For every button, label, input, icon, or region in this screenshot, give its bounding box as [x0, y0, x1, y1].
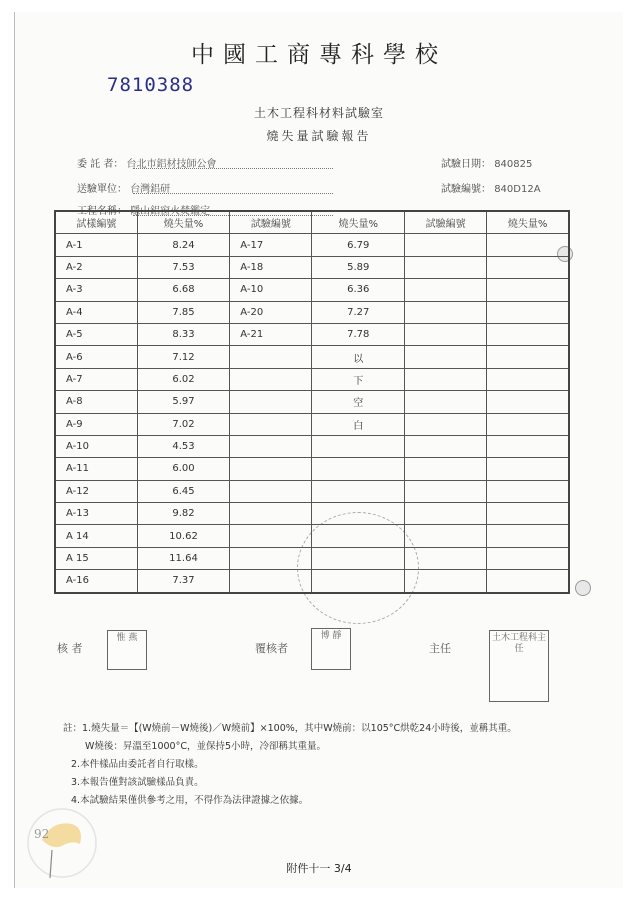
- table-cell: [487, 323, 569, 345]
- approver-label: 覆核者: [255, 642, 288, 655]
- header-loss-pct: 燒失量%: [137, 211, 230, 234]
- table-cell: [487, 391, 569, 413]
- table-cell: [487, 458, 569, 480]
- svg-text:92: 92: [34, 827, 50, 841]
- table-cell: [405, 346, 487, 368]
- table-cell: A-16: [55, 570, 137, 593]
- table-cell: 7.02: [137, 413, 230, 435]
- table-row: [55, 234, 569, 256]
- table-cell: [405, 503, 487, 525]
- table-cell: [487, 368, 569, 390]
- table-cell: [312, 435, 405, 457]
- table-row: [55, 346, 569, 368]
- note-1-cont: W燒後：昇溫至1000°C，並保持5小時，冷卻稱其重量。: [85, 741, 326, 752]
- table-cell: A-5: [55, 323, 137, 345]
- table-cell: A-9: [55, 413, 137, 435]
- header-loss-pct-2: 燒失量%: [312, 211, 405, 234]
- table-cell: [230, 346, 312, 368]
- school-title: 中國工商專科學校: [191, 42, 447, 68]
- table-cell: [405, 279, 487, 301]
- header-loss-pct-3: 燒失量%: [487, 211, 569, 234]
- lab-name: 土木工程科材料試驗室: [253, 106, 384, 120]
- note-1: 註：1.燒失量＝【(W燒前－W燒後)／W燒前】×100%，其中W燒前：以105°C烘乾24小時後，並稱其重。: [63, 723, 517, 734]
- note-4: 4.本試驗結果僅供參考之用，不得作為法律證據之依據。: [71, 795, 309, 806]
- table-row: [55, 323, 569, 345]
- table-cell: 7.27: [312, 301, 405, 323]
- table-cell: [405, 368, 487, 390]
- table-cell: 6.45: [137, 480, 230, 502]
- table-row: [55, 391, 569, 413]
- table-cell: [312, 525, 405, 547]
- table-cell: A-1: [55, 234, 137, 256]
- table-cell: [487, 413, 569, 435]
- table-cell: [487, 301, 569, 323]
- table-cell: [312, 503, 405, 525]
- table-row: [55, 480, 569, 502]
- table-cell: 6.79: [312, 234, 405, 256]
- table-cell: [487, 480, 569, 502]
- project-value: 隱山鋁窗火焚鑑定: [130, 206, 211, 217]
- table-cell: [405, 413, 487, 435]
- table-cell: 下: [312, 368, 405, 390]
- table-row: [55, 435, 569, 457]
- table-cell: A-2: [55, 256, 137, 278]
- test-no-row: [441, 180, 541, 195]
- table-cell: 7.37: [137, 570, 230, 593]
- table-cell: [230, 413, 312, 435]
- table-row: [55, 570, 569, 593]
- table-cell: [487, 547, 569, 569]
- table-header-row: [55, 211, 569, 234]
- test-date-value: 840825: [494, 159, 533, 170]
- project-label: 工程名稱：: [77, 206, 127, 217]
- table-cell: [487, 279, 569, 301]
- table-cell: 7.12: [137, 346, 230, 368]
- table-cell: 5.89: [312, 256, 405, 278]
- table-cell: [487, 503, 569, 525]
- table-cell: [230, 503, 312, 525]
- table-row: [55, 525, 569, 547]
- page-footer: 附件十一 3/4: [286, 862, 352, 875]
- checker-label: 核 者: [57, 642, 83, 655]
- table-cell: [487, 435, 569, 457]
- test-no-label: 試驗編號：: [441, 184, 491, 195]
- client-underline: [133, 168, 333, 169]
- table-cell: 空: [312, 391, 405, 413]
- table-cell: [405, 525, 487, 547]
- table-cell: [312, 547, 405, 569]
- table-cell: [230, 480, 312, 502]
- client-value: 台北市鋁材技師公會: [126, 159, 217, 170]
- table-cell: [405, 480, 487, 502]
- table-cell: 6.02: [137, 368, 230, 390]
- table-cell: [230, 391, 312, 413]
- table-cell: [487, 256, 569, 278]
- table-cell: [230, 547, 312, 569]
- serial-number: 7810388: [107, 74, 195, 96]
- table-cell: A-3: [55, 279, 137, 301]
- table-cell: 白: [312, 413, 405, 435]
- supervisor-stamp: 土木工程科主任: [489, 630, 549, 702]
- table-cell: 6.36: [312, 279, 405, 301]
- table-row: [55, 547, 569, 569]
- table-cell: A-12: [55, 480, 137, 502]
- table-cell: [230, 525, 312, 547]
- table-cell: 5.97: [137, 391, 230, 413]
- table-cell: [230, 435, 312, 457]
- sample-unit-value: 台灣鋁研: [130, 184, 171, 195]
- table-cell: 11.64: [137, 547, 230, 569]
- table-cell: 8.33: [137, 323, 230, 345]
- note-3: 3.本報告僅對該試驗樣品負責。: [71, 777, 204, 788]
- table-cell: A-13: [55, 503, 137, 525]
- table-cell: A-18: [230, 256, 312, 278]
- table-cell: [405, 256, 487, 278]
- table-cell: [405, 435, 487, 457]
- table-cell: [230, 368, 312, 390]
- table-cell: [405, 547, 487, 569]
- table-cell: 6.68: [137, 279, 230, 301]
- table-cell: [487, 346, 569, 368]
- report-title: 燒失量試驗報告: [266, 129, 372, 143]
- table-cell: A 14: [55, 525, 137, 547]
- table-cell: [487, 525, 569, 547]
- table-cell: 7.78: [312, 323, 405, 345]
- header-sample-no: 試樣編號: [55, 211, 137, 234]
- checker-stamp: 惟 燕: [107, 630, 147, 670]
- table-cell: 10.62: [137, 525, 230, 547]
- loss-on-ignition-table: [54, 210, 570, 594]
- table-cell: 以: [312, 346, 405, 368]
- table-cell: [405, 391, 487, 413]
- table-cell: A-4: [55, 301, 137, 323]
- approver-stamp: 博 靜: [311, 628, 351, 670]
- table-row: [55, 256, 569, 278]
- table-cell: A-10: [230, 279, 312, 301]
- table-cell: [405, 458, 487, 480]
- table-row: [55, 458, 569, 480]
- table-cell: 9.82: [137, 503, 230, 525]
- table-cell: [487, 234, 569, 256]
- table-cell: 8.24: [137, 234, 230, 256]
- table-cell: [405, 301, 487, 323]
- table-row: [55, 413, 569, 435]
- table-cell: A-7: [55, 368, 137, 390]
- table-cell: A-6: [55, 346, 137, 368]
- table-cell: A-11: [55, 458, 137, 480]
- table-cell: [487, 570, 569, 593]
- client-label: 委 託 者：: [77, 159, 124, 170]
- table-cell: A-8: [55, 391, 137, 413]
- supervisor-label: 主任: [429, 642, 451, 655]
- watermark-logo: [22, 800, 102, 886]
- sample-unit-label: 送驗單位：: [77, 184, 127, 195]
- table-cell: [405, 234, 487, 256]
- sample-unit-underline: [133, 193, 333, 194]
- table-cell: [312, 480, 405, 502]
- table-cell: [405, 323, 487, 345]
- table-row: [55, 279, 569, 301]
- table-cell: [312, 570, 405, 593]
- table-cell: A-21: [230, 323, 312, 345]
- table-row: [55, 503, 569, 525]
- punch-hole-bottom: [575, 580, 591, 596]
- table-cell: A-20: [230, 301, 312, 323]
- table-row: [55, 301, 569, 323]
- header-test-no: 試驗編號: [230, 211, 312, 234]
- table-cell: 7.85: [137, 301, 230, 323]
- test-date-label: 試驗日期：: [441, 159, 491, 170]
- table-cell: [230, 570, 312, 593]
- note-2: 2.本件樣品由委託者自行取樣。: [71, 759, 204, 770]
- table-cell: [312, 458, 405, 480]
- header-test-no-2: 試驗編號: [405, 211, 487, 234]
- test-date-row: [441, 155, 532, 170]
- table-cell: A 15: [55, 547, 137, 569]
- table-cell: 6.00: [137, 458, 230, 480]
- table-cell: A-10: [55, 435, 137, 457]
- table-row: [55, 368, 569, 390]
- table-cell: 7.53: [137, 256, 230, 278]
- table-cell: [405, 570, 487, 593]
- table-cell: [230, 458, 312, 480]
- table-cell: A-17: [230, 234, 312, 256]
- test-no-value: 840D12A: [494, 184, 541, 195]
- table-cell: 4.53: [137, 435, 230, 457]
